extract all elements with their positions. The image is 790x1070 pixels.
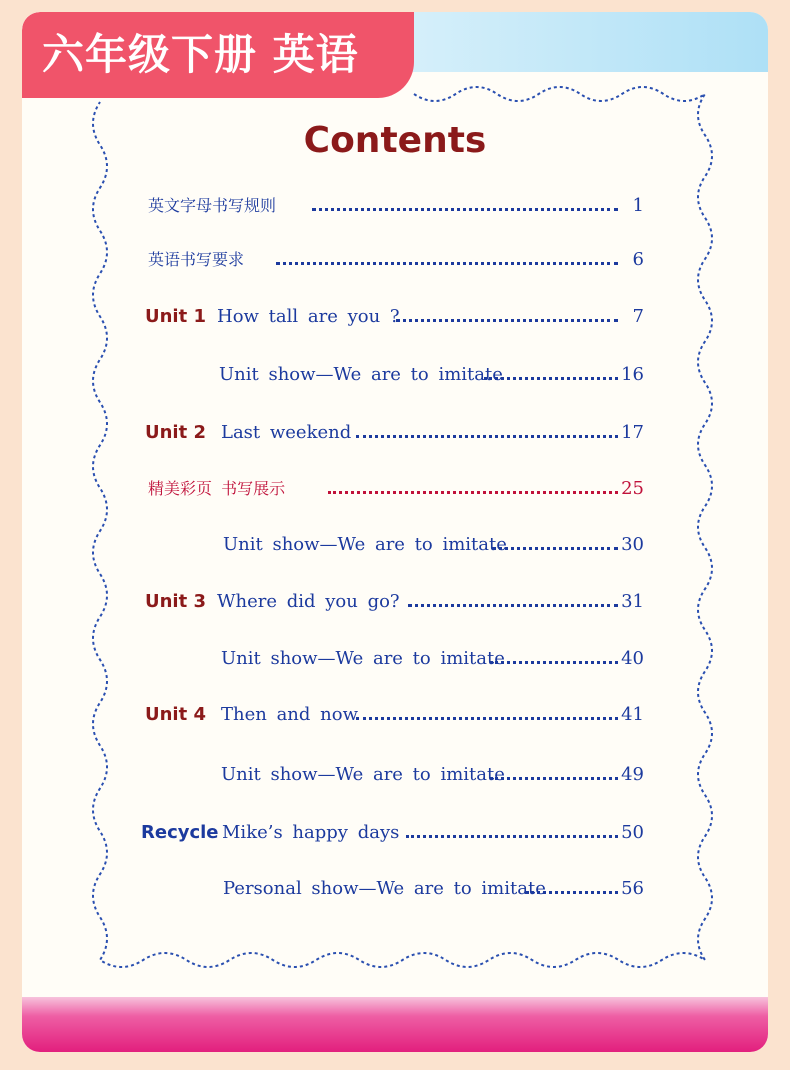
toc-entry-text: 英语书写要求 <box>148 250 245 269</box>
page-number: 50 <box>621 822 644 843</box>
page-number: 40 <box>621 648 644 669</box>
leader-dots <box>490 777 618 780</box>
unit-label: Unit 4 <box>145 704 206 725</box>
toc-entry-text: Where did you go? <box>217 591 400 612</box>
unit-label: Unit 1 <box>145 306 206 327</box>
page <box>22 12 768 1052</box>
leader-dots <box>484 377 618 380</box>
toc-row[interactable] <box>22 191 768 221</box>
toc-row[interactable] <box>22 874 768 904</box>
toc-entry-text: Unit show—We are to imitate <box>221 648 505 669</box>
page-number: 56 <box>621 878 644 899</box>
leader-dots <box>276 262 618 265</box>
toc-row[interactable] <box>22 760 768 790</box>
toc-row[interactable] <box>22 644 768 674</box>
grade-badge: 六年级下册 英语 <box>22 12 414 98</box>
toc-entry-text: Personal show—We are to imitate <box>223 878 546 899</box>
toc-entry-text: Mike’s happy days <box>222 822 400 843</box>
toc-row[interactable] <box>22 700 768 730</box>
toc-entry-text: 英文字母书写规则 <box>148 196 277 215</box>
toc-entry-text: How tall are you ? <box>217 306 400 327</box>
page-number: 25 <box>621 478 644 499</box>
leader-dots <box>492 547 618 550</box>
toc-entry-text: Then and now <box>221 704 358 725</box>
toc-row[interactable] <box>22 818 768 848</box>
unit-label: Recycle <box>141 822 219 843</box>
page-number: 17 <box>621 422 644 443</box>
toc-entry-text: Unit show—We are to imitate <box>221 764 505 785</box>
page-number: 49 <box>621 764 644 785</box>
leader-dots <box>406 835 618 838</box>
leader-dots <box>312 208 618 211</box>
toc-row[interactable] <box>22 245 768 275</box>
unit-label: Unit 2 <box>145 422 206 443</box>
toc-entry-text: Last weekend <box>221 422 352 443</box>
toc-row[interactable] <box>22 418 768 448</box>
toc-row[interactable] <box>22 360 768 390</box>
page-number: 6 <box>632 249 644 270</box>
toc-row[interactable] <box>22 587 768 617</box>
page-number: 41 <box>621 704 644 725</box>
page-number: 31 <box>621 591 644 612</box>
page-title: Contents <box>303 120 487 161</box>
toc-row[interactable] <box>22 302 768 332</box>
page-number: 7 <box>632 306 644 327</box>
page-number: 16 <box>621 364 644 385</box>
toc-row[interactable] <box>22 474 768 504</box>
toc-entry-text: Unit show—We are to imitate <box>219 364 503 385</box>
leader-dots <box>356 435 618 438</box>
leader-dots <box>526 891 618 894</box>
leader-dots <box>328 491 618 494</box>
leader-dots <box>356 717 618 720</box>
unit-label: Unit 3 <box>145 591 206 612</box>
toc-entry-text: 精美彩页 书写展示 <box>148 479 286 498</box>
leader-dots <box>490 661 618 664</box>
toc-entry-text: Unit show—We are to imitate <box>223 534 507 555</box>
leader-dots <box>408 604 618 607</box>
leader-dots <box>396 319 618 322</box>
toc-row[interactable] <box>22 530 768 560</box>
page-number: 1 <box>632 195 644 216</box>
page-number: 30 <box>621 534 644 555</box>
